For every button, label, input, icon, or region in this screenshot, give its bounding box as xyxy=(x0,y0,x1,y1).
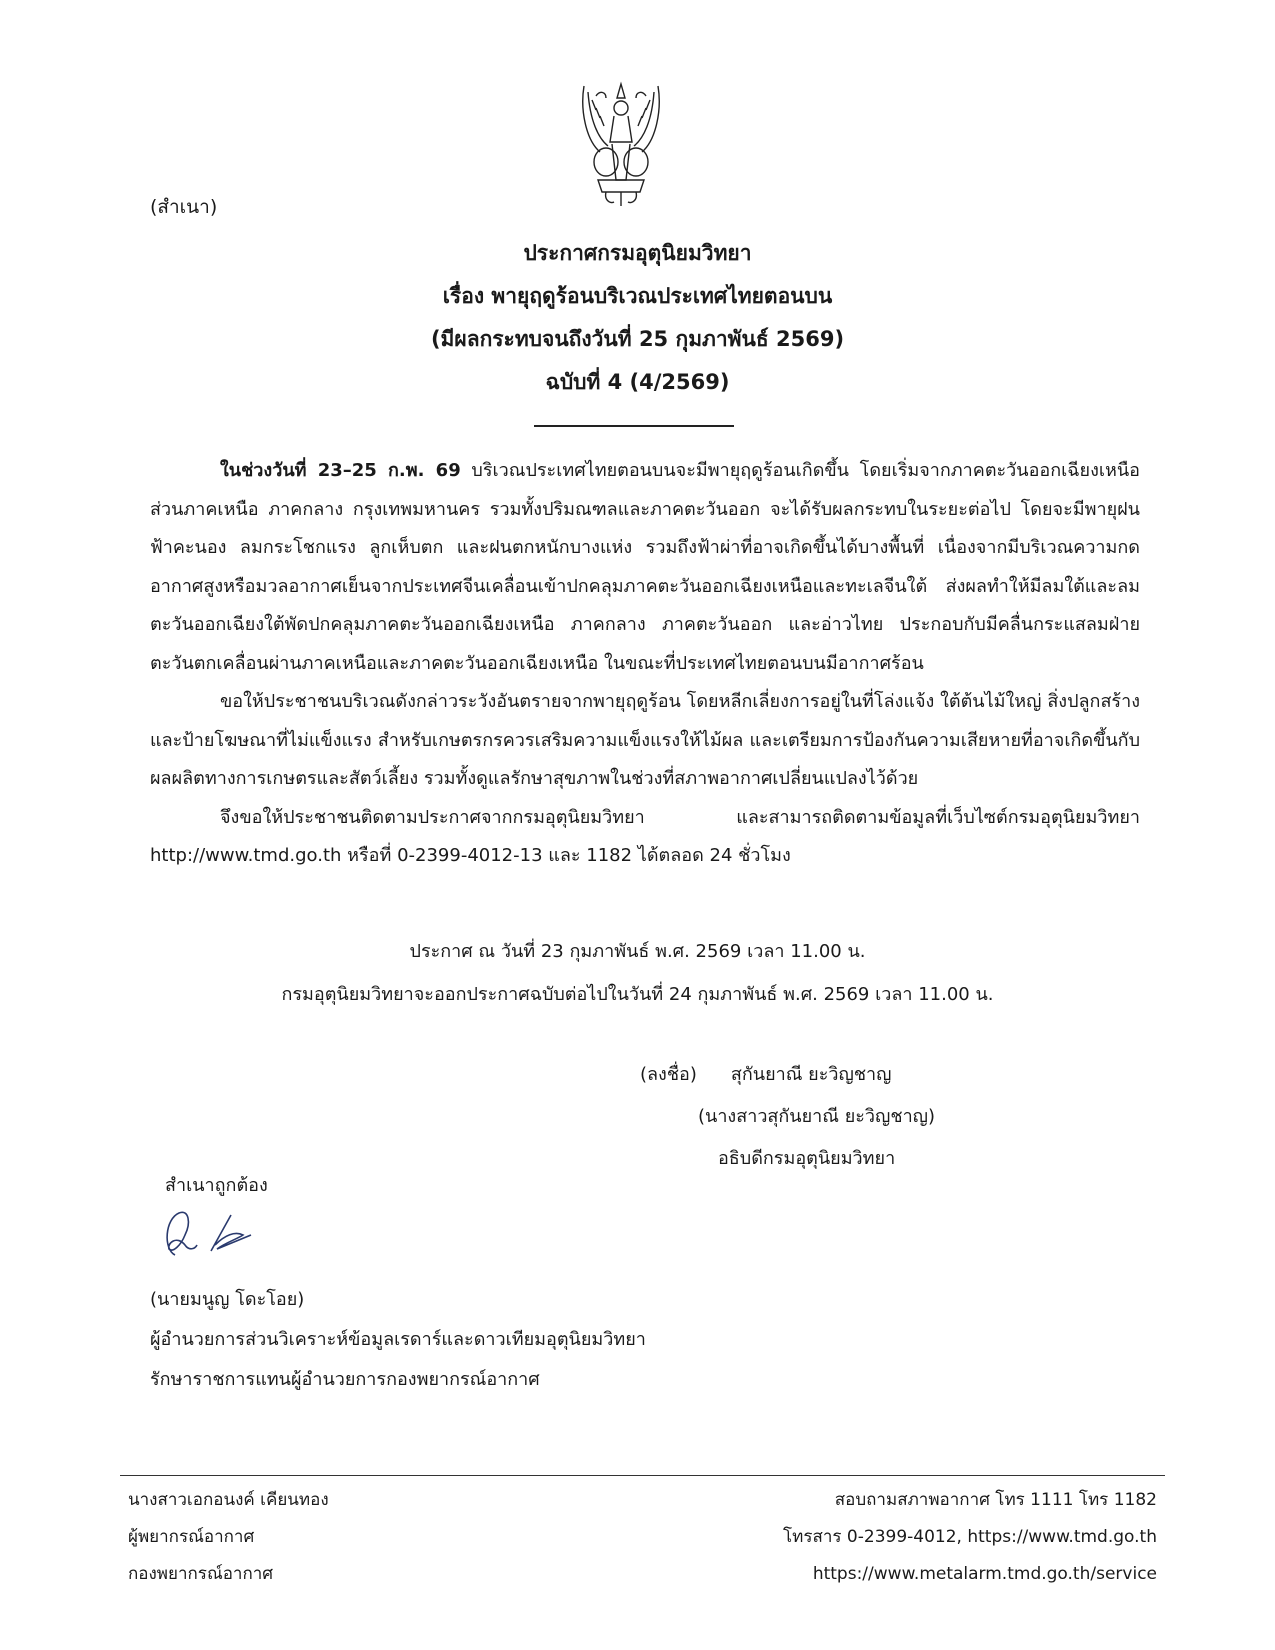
contact-phone: สอบถามสภาพอากาศ โทร 1111 โทร 1182 xyxy=(834,1490,1157,1510)
body-paragraph-1: ในช่วงวันที่ 23–25 ก.พ. 69 บริเวณประเทศไทยตอนบนจะมีพายุฤดูร้อนเกิดขึ้น โดยเริ่มจากภาคตะวันออกเฉียงเหนือส่วนภาคเหนือ ภาคกลาง กรุงเทพมหานคร รวมทั้งปริมณฑลและภาคตะวันออก จะได้รับผลกระทบในระยะต่อไป โดยจะมีพายุฝนฟ้าคะนอง ลมกระโชกแรง ลูกเห็บตก และฝนตกหนักบางแห่ง รวมถึงฟ้าผ่าที่อาจเกิดขึ้นได้บางพื้นที่ เนื่องจากมีบริเวณความกดอากาศสูงหรือมวลอากาศเย็นจากประเทศจีนเคลื่อนเข้าปกคลุมภาคตะวันออกเฉียงเหนือและทะเลจีนใต้ ส่งผลทำให้มีลมใต้และลมตะวันออกเฉียงใต้พัดปกคลุมภาคตะวันออกเฉียงเหนือ ภาคกลาง ภาคตะวันออก และอ่าวไทย ประกอบกับมีคลื่นกระแสลมฝ่ายตะวันตกเคลื่อนผ่านภาคเหนือและภาคตะวันออกเฉียงเหนือ ในขณะที่ประเทศไทยตอนบนมีอากาศร้อน xyxy=(150,460,1140,674)
certifier-position: ผู้อำนวยการส่วนวิเคราะห์ข้อมูลเรดาร์และดาวเทียมอุตุนิยมวิทยา xyxy=(150,1329,646,1350)
title-subject: เรื่อง พายุฤดูร้อนบริเวณประเทศไทยตอนบน xyxy=(442,284,833,308)
forecaster-division: กองพยากรณ์อากาศ xyxy=(128,1564,274,1584)
announcement-body xyxy=(150,452,1140,876)
title-separator xyxy=(534,425,734,427)
title-effect: (มีผลกระทบจนถึงวันที่ 25 กุมภาพันธ์ 2569) xyxy=(430,327,845,351)
contact-service-link[interactable]: https://www.metalarm.tmd.go.th/service xyxy=(812,1564,1157,1584)
next-issue-date: กรมอุตุนิยมวิทยาจะออกประกาศฉบับต่อไปในวันที่ 24 กุมภาพันธ์ พ.ศ. 2569 เวลา 11.00 น. xyxy=(281,984,994,1005)
forecaster-title: ผู้พยากรณ์อากาศ xyxy=(128,1527,255,1547)
announcement-dates xyxy=(0,930,1275,1016)
title-agency: ประกาศกรมอุตุนิยมวิทยา xyxy=(523,241,752,265)
body-paragraph-3: จึงขอให้ประชาชนติดตามประกาศจากกรมอุตุนิยมวิทยา และสามารถติดตามข้อมูลที่เว็บไซต์กรมอุตุนิยมวิทยา http://www.tmd.go.th หรือที่ 0-2399-4012-13 และ 1182 ได้ตลอด 24 ชั่วโมง xyxy=(150,806,1140,866)
signed-name: สุกันยาณี ยะวิญชาญ xyxy=(730,1064,892,1085)
footer-divider xyxy=(120,1475,1165,1476)
garuda-emblem-icon xyxy=(578,80,664,210)
handwritten-signature-icon xyxy=(155,1205,265,1265)
period-highlight: ในช่วงวันที่ 23–25 ก.พ. 69 xyxy=(220,460,461,481)
forecaster-name: นางสาวเอกอนงค์ เคียนทอง xyxy=(128,1490,329,1510)
certifier-block xyxy=(150,1280,646,1400)
signer-full-name: (นางสาวสุกันยาณี ยะวิญชาญ) xyxy=(698,1106,936,1127)
body-paragraph-2: ขอให้ประชาชนบริเวณดังกล่าวระวังอันตรายจากพายุฤดูร้อน โดยหลีกเลี่ยงการอยู่ในที่โล่งแจ้ง ใต้ต้นไม้ใหญ่ สิ่งปลูกสร้างและป้ายโฆษณาที่ไม่แข็งแรง สำหรับเกษตรกรควรเสริมความแข็งแรงให้ไม้ผล และเตรียมการป้องกันความเสียหายที่อาจเกิดขึ้นกับผลผลิตทางการเกษตรและสัตว์เลี้ยง รวมทั้งดูแลรักษาสุขภาพในช่วงที่สภาพอากาศเปลี่ยนแปลงไว้ด้วย xyxy=(150,691,1140,789)
title-issue-number: ฉบับที่ 4 (4/2569) xyxy=(545,370,730,394)
announcement-title xyxy=(0,232,1275,404)
signed-label: (ลงชื่อ) xyxy=(640,1064,697,1085)
issued-date: ประกาศ ณ วันที่ 23 กุมภาพันธ์ พ.ศ. 2569 เวลา 11.00 น. xyxy=(409,941,866,962)
signer-position: อธิบดีกรมอุตุนิยมวิทยา xyxy=(718,1148,896,1169)
certifier-name: (นายมนูญ โดะโอย) xyxy=(150,1289,305,1310)
contact-fax-website: โทรสาร 0-2399-4012, https://www.tmd.go.th xyxy=(783,1527,1157,1547)
footer-forecaster xyxy=(128,1482,329,1593)
director-signature-block xyxy=(640,1054,935,1180)
certifier-acting-position: รักษาราชการแทนผู้อำนวยการกองพยากรณ์อากาศ xyxy=(150,1369,540,1390)
certified-copy-label: สำเนาถูกต้อง xyxy=(165,1175,268,1196)
copy-label: (สำเนา) xyxy=(150,196,218,218)
footer-contact xyxy=(783,1482,1157,1593)
